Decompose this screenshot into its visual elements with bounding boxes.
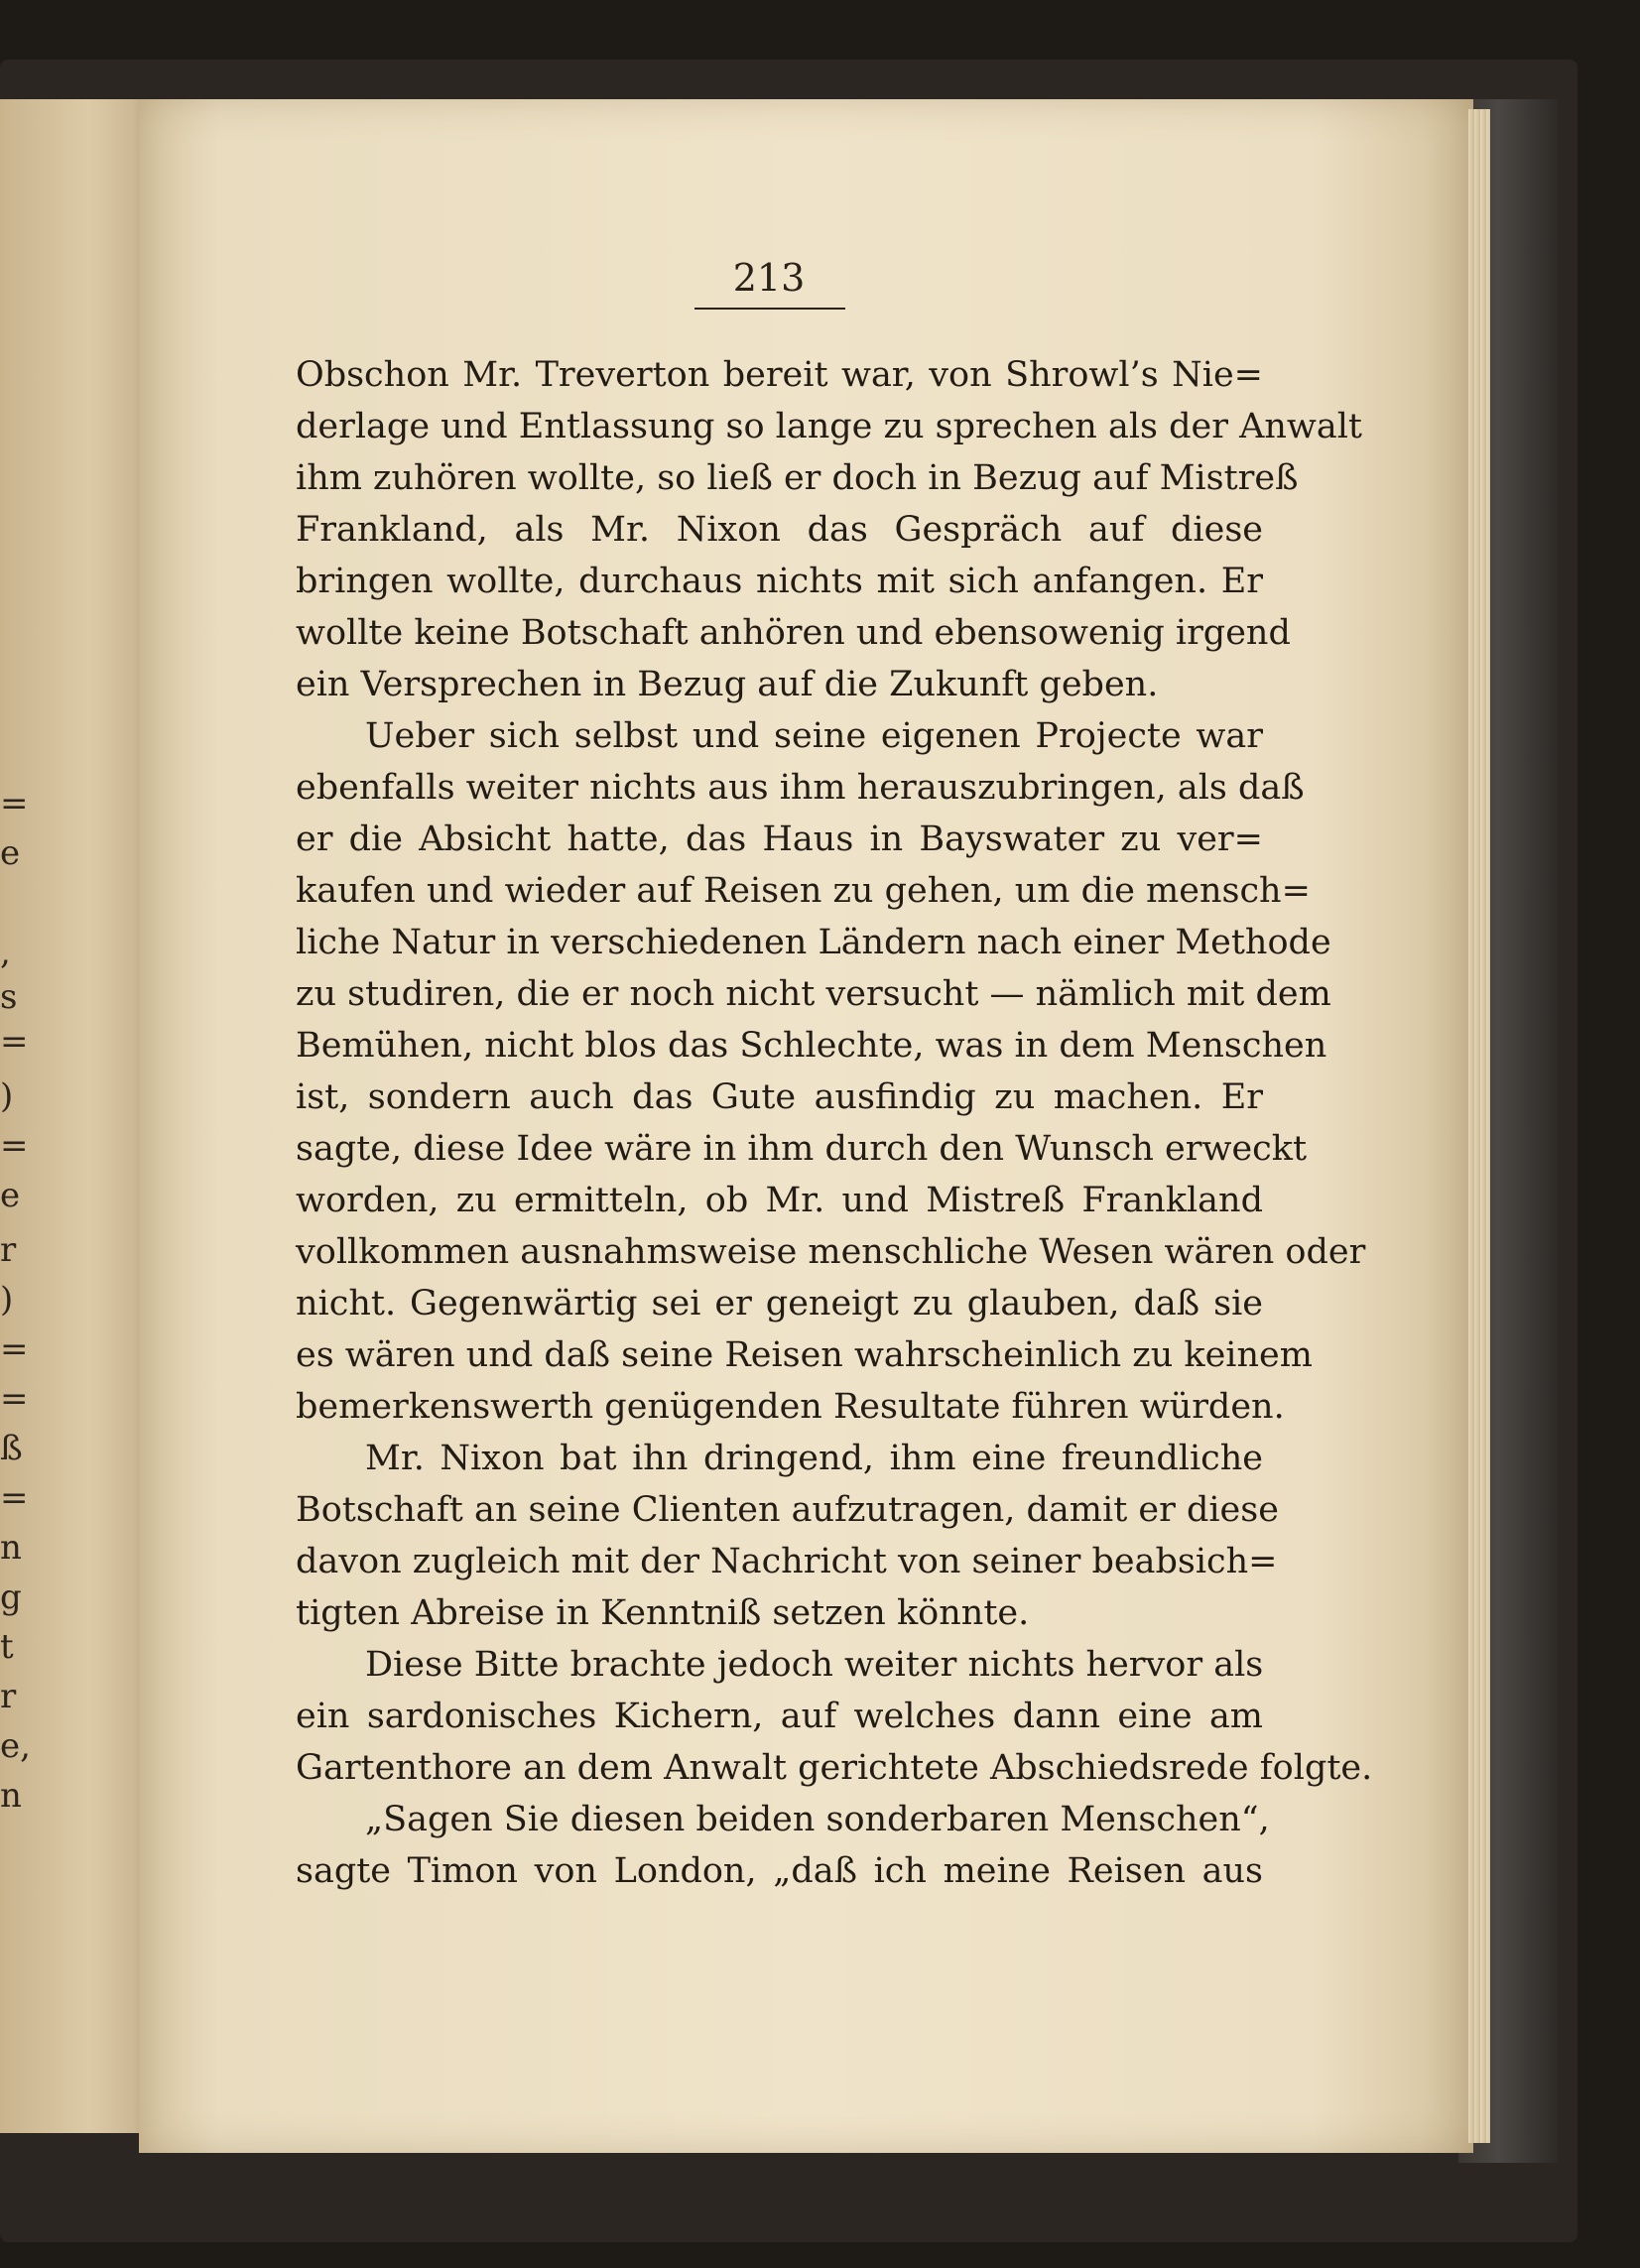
facing-page-glyph: =	[0, 1022, 29, 1062]
facing-page-glyph: r	[0, 1230, 17, 1270]
text-line: ihm zuhören wollte, so ließ er doch in Bezug auf Mistreß	[296, 458, 1299, 498]
facing-page-glyph: =	[0, 1329, 29, 1369]
facing-page-glyph: =	[0, 1126, 29, 1166]
text-line: er die Absicht hatte, das Haus in Bayswater zu ver=	[296, 819, 1263, 859]
text-line: kaufen und wieder auf Reisen zu gehen, um die mensch=	[296, 871, 1311, 911]
facing-page-glyph: )	[0, 1280, 14, 1320]
facing-page-glyph: e	[0, 833, 21, 873]
text-line: Bemühen, nicht blos das Schlechte, was in dem Menschen	[296, 1026, 1327, 1066]
facing-page-glyph: =	[0, 784, 29, 823]
text-line: bemerkenswerth genügenden Resultate führen würden.	[296, 1387, 1285, 1427]
text-line: Ueber sich selbst und seine eigenen Projecte war	[365, 716, 1263, 756]
facing-page-glyph: e,	[0, 1726, 31, 1766]
text-line: tigten Abreise in Kenntniß setzen könnte.	[296, 1593, 1030, 1633]
text-line: sagte, diese Idee wäre in ihm durch den Wunsch erweckt	[296, 1129, 1308, 1169]
text-line: ist, sondern auch das Gute ausfindig zu machen. Er	[296, 1077, 1263, 1117]
facing-page-glyph: e	[0, 1176, 21, 1215]
facing-page-glyph: n	[0, 1528, 22, 1568]
page-number-rule	[694, 308, 845, 310]
text-line: nicht. Gegenwärtig sei er geneigt zu glauben, daß sie	[296, 1284, 1263, 1323]
text-line: Diese Bitte brachte jedoch weiter nichts hervor als	[365, 1645, 1264, 1685]
facing-page-glyph: =	[0, 1379, 29, 1419]
text-line: wollte keine Botschaft anhören und ebensowenig irgend	[296, 613, 1291, 653]
page-number: 213	[732, 256, 806, 300]
text-line: ein sardonisches Kichern, auf welches dann eine am	[296, 1697, 1263, 1736]
text-line: es wären und daß seine Reisen wahrscheinlich zu keinem	[296, 1335, 1313, 1375]
text-line: worden, zu ermitteln, ob Mr. und Mistreß Frankland	[296, 1181, 1263, 1220]
facing-page-glyph: ß	[0, 1429, 23, 1468]
text-line: davon zugleich mit der Nachricht von seiner beabsich=	[296, 1542, 1278, 1581]
text-line: „Sagen Sie diesen beiden sonderbaren Menschen“,	[365, 1800, 1270, 1839]
page-stack-edge	[1468, 109, 1490, 2143]
text-line: zu studiren, die er noch nicht versucht — nämlich mit dem	[296, 974, 1331, 1014]
facing-page-glyph: t	[0, 1627, 14, 1667]
text-line: ebenfalls weiter nichts aus ihm herauszubringen, als daß	[296, 768, 1305, 808]
text-line: Frankland, als Mr. Nixon das Gespräch auf diese	[296, 510, 1263, 550]
text-line: vollkommen ausnahmsweise menschliche Wesen wären oder	[296, 1232, 1366, 1272]
text-line: liche Natur in verschiedenen Ländern nach einer Methode	[296, 923, 1331, 962]
facing-page	[0, 99, 149, 2133]
text-line: ein Versprechen in Bezug auf die Zukunft geben.	[296, 665, 1159, 704]
text-line: Botschaft an seine Clienten aufzutragen, damit er diese	[296, 1490, 1279, 1530]
text-line: Mr. Nixon bat ihn dringend, ihm eine freundliche	[365, 1439, 1263, 1478]
facing-page-glyph: g	[0, 1577, 22, 1617]
page-text	[296, 349, 1373, 1897]
text-line: Gartenthore an dem Anwalt gerichtete Abschiedsrede folgte.	[296, 1748, 1373, 1788]
facing-page-glyph: s	[0, 977, 18, 1017]
facing-page-glyph: r	[0, 1677, 17, 1716]
facing-page-glyph: )	[0, 1076, 14, 1116]
facing-page-glyph: =	[0, 1478, 29, 1518]
text-line: derlage und Entlassung so lange zu sprechen als der Anwalt	[296, 407, 1362, 446]
text-line: sagte Timon von London, „daß ich meine Reisen aus	[296, 1851, 1263, 1891]
text-line: Obschon Mr. Treverton bereit war, von Shrowl’s Nie=	[296, 355, 1263, 395]
facing-page-glyph: n	[0, 1776, 22, 1816]
facing-page-glyph: ,	[0, 933, 11, 972]
text-line: bringen wollte, durchaus nichts mit sich anfangen. Er	[296, 562, 1263, 601]
